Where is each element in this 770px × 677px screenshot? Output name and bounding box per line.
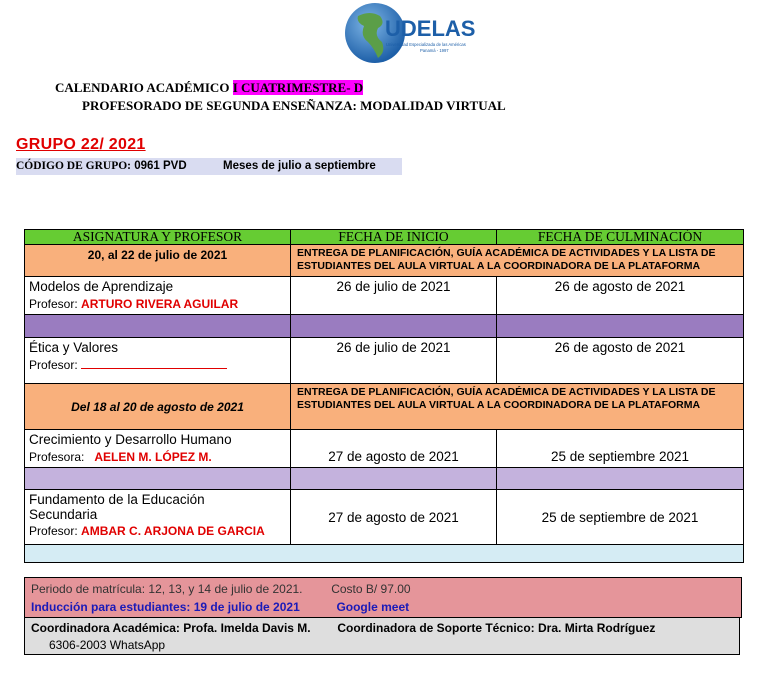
course-row xyxy=(25,490,744,545)
enrollment-info xyxy=(24,577,742,618)
header-subject: ASIGNATURA Y PROFESOR xyxy=(25,230,291,245)
enrollment-cost: Costo B/ 97.00 xyxy=(331,582,411,596)
academic-coordinator: Coordinadora Académica: Profa. Imelda Davis M. xyxy=(31,621,311,635)
group-title: GRUPO 22/ 2021 xyxy=(16,136,146,153)
course-row xyxy=(25,430,744,468)
professor-label: Profesora: xyxy=(29,450,85,464)
group-code-bar xyxy=(16,158,402,175)
professor-blank-line xyxy=(81,358,227,369)
group-code-value: 0961 PVD xyxy=(134,160,187,172)
logo-location: Panamá - 1997 xyxy=(420,48,449,53)
logo-subtitle: Universidad Especializada de las Américas xyxy=(386,42,466,47)
delivery-note-1: ENTREGA DE PLANIFICACIÓN, GUÍA ACADÉMICA DE ACTIVIDADES Y LA LISTA DE ESTUDIANTES DEL AULA VIRTUAL A LA COORDINADORA DE LA PLATAFORMA xyxy=(291,245,744,277)
delivery-row-2 xyxy=(25,384,744,430)
support-coordinator: Coordinadora de Soporte Técnico: Dra. Mirta Rodríguez xyxy=(337,621,656,635)
course-name: Fundamento de la Educación xyxy=(29,492,205,507)
professor-label: Profesor: xyxy=(29,297,78,311)
induction-date: Inducción para estudiantes: 19 de julio de 2021 xyxy=(31,600,300,614)
course-start: 26 de julio de 2021 xyxy=(291,277,497,315)
term-highlight: I CUATRIMESTRE- D xyxy=(232,80,364,95)
enrollment-period: Periodo de matrícula: 12, 13, y 14 de julio de 2021. xyxy=(31,582,303,596)
separator-row xyxy=(25,468,744,490)
program-title: PROFESORADO DE SEGUNDA ENSEÑANZA: MODALIDAD VIRTUAL xyxy=(82,98,506,113)
course-name: Ética y Valores xyxy=(29,340,119,355)
course-end: 25 de septiembre de 2021 xyxy=(497,490,744,545)
logo-wordmark: UDELAS xyxy=(385,16,476,41)
course-name-cont: Secundaria xyxy=(29,507,98,522)
header-end: FECHA DE CULMINACIÓN xyxy=(497,230,744,245)
support-phone: 6306-2003 WhatsApp xyxy=(49,638,166,652)
course-start: 26 de julio de 2021 xyxy=(291,338,497,384)
professor-name: AELEN M. LÓPEZ M. xyxy=(94,450,212,464)
spacer-row xyxy=(25,545,744,563)
delivery-row-1 xyxy=(25,245,744,277)
coordinators-footer xyxy=(24,618,740,655)
course-end: 26 de agosto de 2021 xyxy=(497,338,744,384)
course-name: Modelos de Aprendizaje xyxy=(29,279,174,294)
delivery-dates-1: 20, al 22 de julio de 2021 xyxy=(25,245,291,277)
schedule-table xyxy=(24,229,744,563)
udelas-logo xyxy=(344,2,480,64)
course-start: 27 de agosto de 2021 xyxy=(291,430,497,468)
professor-name: AMBAR C. ARJONA DE GARCIA xyxy=(81,524,265,538)
professor-label: Profesor: xyxy=(29,358,78,372)
delivery-note-2: ENTREGA DE PLANIFICACIÓN, GUÍA ACADÉMICA DE ACTIVIDADES Y LA LISTA DE ESTUDIANTES DEL AULA VIRTUAL A LA COORDINADORA DE LA PLATAFORMA xyxy=(291,384,744,430)
induction-platform: Google meet xyxy=(336,600,410,614)
professor-label: Profesor: xyxy=(29,524,78,538)
calendar-title xyxy=(55,80,363,96)
course-end: 25 de septiembre 2021 xyxy=(497,430,744,468)
delivery-dates-2: Del 18 al 20 de agosto de 2021 xyxy=(25,384,291,430)
group-months: Meses de julio a septiembre xyxy=(223,160,376,172)
table-header-row xyxy=(25,230,744,245)
professor-name: ARTURO RIVERA AGUILAR xyxy=(81,297,239,311)
course-row xyxy=(25,277,744,315)
course-row xyxy=(25,338,744,384)
course-end: 26 de agosto de 2021 xyxy=(497,277,744,315)
course-start: 27 de agosto de 2021 xyxy=(291,490,497,545)
header-start: FECHA DE INICIO xyxy=(291,230,497,245)
group-code-label: CÓDIGO DE GRUPO: xyxy=(16,160,131,172)
course-name: Crecimiento y Desarrollo Humano xyxy=(29,432,232,447)
calendar-title-prefix: CALENDARIO ACADÉMICO xyxy=(55,80,230,95)
separator-row xyxy=(25,315,744,338)
